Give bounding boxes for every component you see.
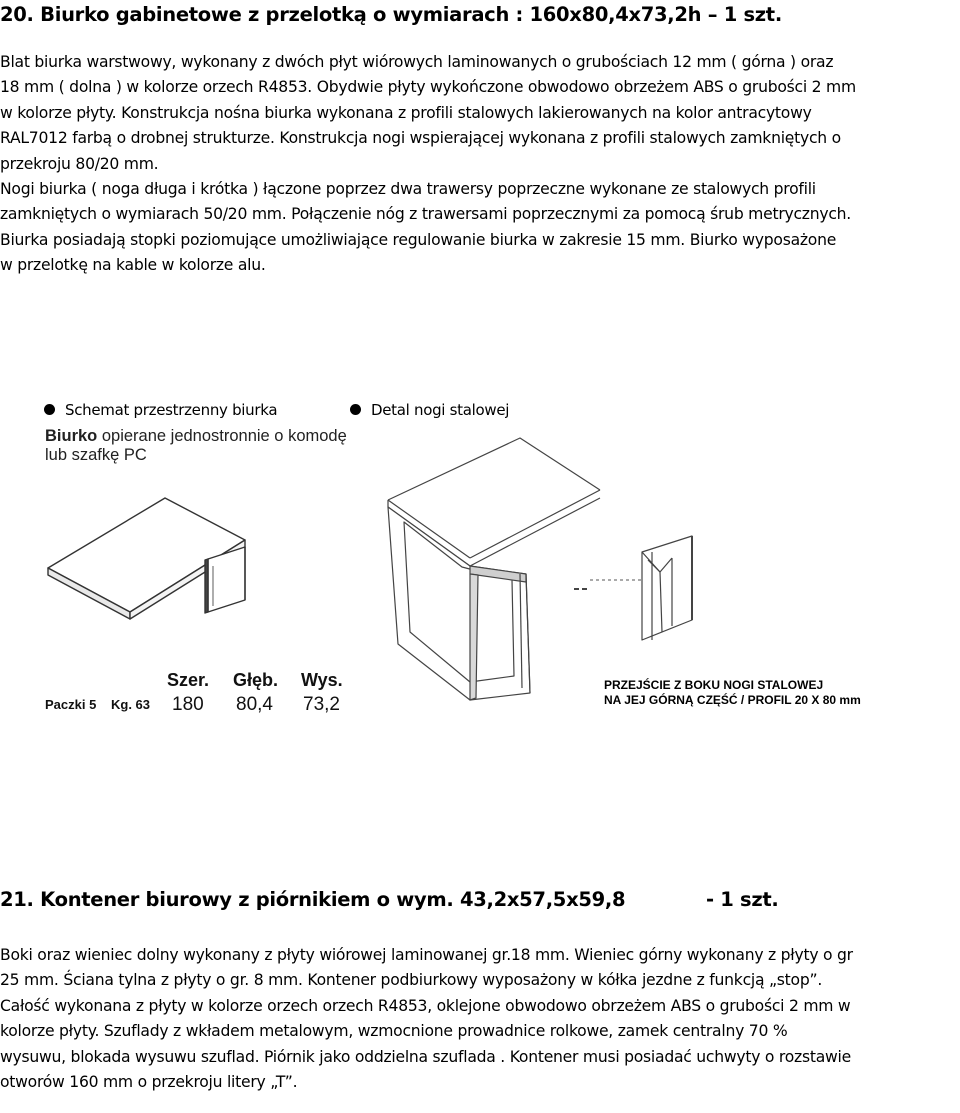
spec-weight: Kg. 63 xyxy=(111,697,151,712)
bullet-label: Schemat przestrzenny biurka xyxy=(65,401,278,419)
description-line: w przelotkę na kable w kolorze alu. xyxy=(0,256,266,275)
spec-value-height: 73,2 xyxy=(303,694,340,715)
description-line: Całość wykonana z płyty w kolorze orzech orzech R4853, oklejone obwodowo obrzeżem ABS o grubości 2 mm w xyxy=(0,996,851,1015)
spec-packages: Paczki 5 xyxy=(45,697,97,712)
description-line: 18 mm ( dolna ) w kolorze orzech R4853. Obydwie płyty wykończone obwodowo obrzeżem ABS o grubości 2 mm xyxy=(0,78,856,97)
description-line: otworów 160 mm o przekroju litery „T”. xyxy=(0,1073,298,1092)
description-line: 25 mm. Ściana tylna z płyty o gr. 8 mm. Kontener podbiurkowy wyposażony w kółka jezdne z funkcją „stop”. xyxy=(0,971,823,990)
description-line: wysuwu, blokada wysuwu szuflad. Piórnik jako oddzielna szuflada . Kontener musi posiadać uchwyty o rozstawie xyxy=(0,1047,851,1066)
description-line: Nogi biurka ( noga długa i krótka ) łączone poprzez dwa trawersy poprzeczne wykonane ze stalowych profili xyxy=(0,180,816,199)
description-line: Biurka posiadają stopki poziomujące umożliwiające regulowanie biurka w zakresie 15 mm. Biurko wyposażone xyxy=(0,230,837,249)
description-line: Boki oraz wieniec dolny wykonany z płyty wiórowej laminowanej gr.18 mm. Wieniec górny wykonany z płyty o gr xyxy=(0,946,853,964)
caption-text: opierane jednostronnie o komodę xyxy=(97,427,347,445)
description-line: RAL7012 farbą o drobnej strukturze. Konstrukcja nogi wspierającej wykonana z profili stalowych zamkniętych o xyxy=(0,129,841,148)
detail-note-line: PRZEJŚCIE Z BOKU NOGI STALOWEJ xyxy=(604,678,824,692)
spec-value-width: 180 xyxy=(172,694,204,715)
caption-bold: Biurko xyxy=(45,427,98,445)
caption-text: lub szafkę PC xyxy=(45,446,147,464)
section-21-quantity: - 1 szt. xyxy=(706,888,779,911)
spec-header-height: Wys. xyxy=(301,670,343,690)
description-line: Blat biurka warstwowy, wykonany z dwóch płyt wiórowych laminowanych o grubościach 12 mm ( górna ) oraz xyxy=(0,53,834,71)
description-line: zamkniętych o wymiarach 50/20 mm. Połączenie nóg z trawersami poprzecznymi za pomocą śrub metrycznych. xyxy=(0,205,851,224)
detail-note-line: NA JEJ GÓRNĄ CZĘŚĆ / PROFIL 20 X 80 mm xyxy=(604,693,861,707)
description-line: kolorze płyty. Szuflady z wkładem metalowym, wzmocnione prowadnice rolkowe, zamek centralny 70 % xyxy=(0,1022,788,1041)
description-line: w kolorze płyty. Konstrukcja nośna biurka wykonana z profili stalowych lakierowanych na kolor antracytowy xyxy=(0,103,812,122)
section-21-description xyxy=(0,943,960,1095)
bullet-label: Detal nogi stalowej xyxy=(371,401,510,419)
spec-header-depth: Głęb. xyxy=(233,670,279,690)
section-21-heading: 21. Kontener biurowy z piórnikiem o wym. 43,2x57,5x59,8 xyxy=(0,888,626,911)
detail-note xyxy=(604,678,861,708)
description-line: przekroju 80/20 mm. xyxy=(0,154,159,173)
spec-value-depth: 80,4 xyxy=(236,694,273,715)
spec-header-width: Szer. xyxy=(167,670,210,690)
section-20-heading: 20. Biurko gabinetowe z przelotką o wymiarach : 160x80,4x73,2h – 1 szt. xyxy=(0,3,782,26)
